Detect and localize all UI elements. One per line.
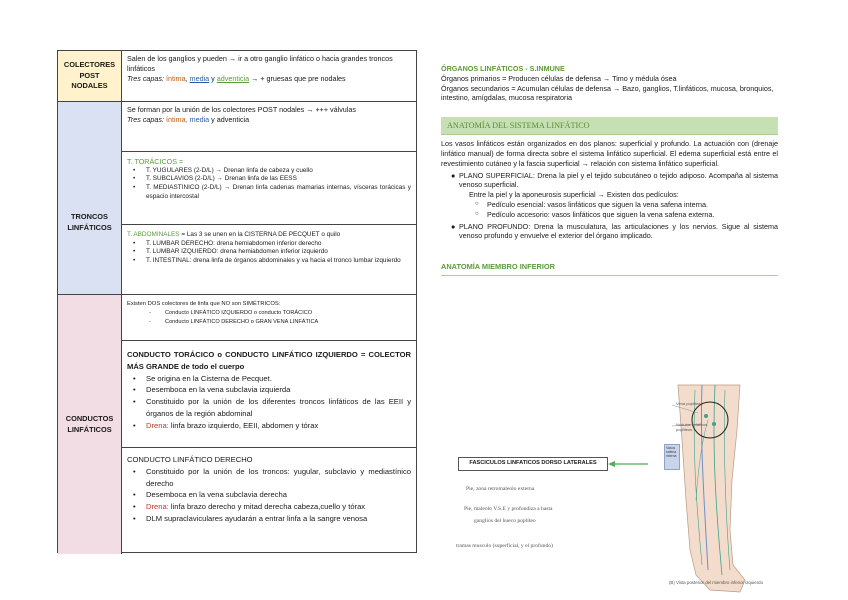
miembro-heading: ANATOMÍA MIEMBRO INFERIOR — [441, 262, 778, 276]
list-item-drena — [127, 501, 411, 513]
organos-secundarios: Órganos secundarios = Acumulan células de defensa → Bazo, ganglios, T.linfáticos, mucosa, bronquios, intestino, amígdalas, mucosa respiratoria — [441, 83, 774, 103]
figure-line4: tramas musculo (superficial, y el profundo) — [456, 543, 553, 549]
toracico-title: CONDUCTO TORÁCICO o CONDUCTO LINFÁTICO IZQUIERDO = COLECTOR MÁS GRANDE de todo el cuerpo — [127, 350, 411, 371]
troncos-capas — [127, 115, 411, 125]
lymph-node — [704, 414, 708, 418]
capa-intima: íntima — [166, 73, 186, 83]
troncos-intro-cell — [122, 102, 416, 151]
anatomia-heading: ANATOMÍA DEL SISTEMA LINFÁTICO — [441, 117, 778, 135]
pediculo-accesorio-text: Pedículo accesorio: vasos linfáticos que siguen la vena safena externa. — [487, 209, 715, 219]
troncos-capa-adventicia: y adventicia — [211, 114, 250, 124]
list-item: • T. LUMBAR IZQUIERDO: drena hemiabdomen inferior izquierdo — [127, 248, 411, 257]
conductos-intro: Existen DOS colectores de linfa que NO son SIMÉTRICOS: — [127, 301, 281, 307]
toracicos-title: T. TORÁCICOS = — [127, 157, 184, 166]
list-item: • Desemboca en la vena subclavia derecha — [127, 489, 411, 501]
anatomia-paragraph: Los vasos linfáticos están organizados en dos planos: superficial y profundo. La actuación con (drenaje linfático manual) de forma directa sobre el sistema linfático superficial. El edema superficial está entre el revestimiento cutáneo y la fascia superficial → relación con sistema linfático superficial. — [441, 139, 778, 168]
lower-limb-figure — [440, 380, 780, 595]
arrow-head-icon — [608, 461, 615, 467]
fasciculos-box: FASCICULOS LINFATICOS DORSO LATERALES — [458, 457, 608, 471]
capas-suffix: → + gruesas que pre nodales — [251, 73, 346, 83]
figure-line1: Pie, zona retromaleolo externa — [466, 486, 535, 492]
lymphatic-table — [57, 50, 417, 553]
plano-superficial-text: PLANO SUPERFICIAL: Drena la piel y el tejido subcutáneo o tejido adiposo. Acompaña al sistema venoso superficial. — [459, 170, 778, 190]
circle-bullet-icon: ○ — [475, 200, 479, 207]
capa-and: y — [211, 73, 215, 83]
organos-primarios: Órganos primarios = Producen células de defensa → Timo y médula ósea — [441, 73, 677, 83]
abdominales-rest: = Las 3 se unen en la CISTERNA DE PECQUET o quilo — [181, 231, 341, 238]
figure-line2: Pie, maleolo V.S.E y profundiza a hasta — [464, 506, 553, 512]
troncos-capas-prefix: Tres capas: — [127, 114, 165, 124]
toracico-list — [127, 373, 411, 432]
vasos-box: Vasos safena interna — [664, 444, 680, 470]
list-item: • Desemboca en la vena subclavia izquierda — [127, 384, 411, 396]
abdominales-list — [127, 240, 411, 266]
label-vena-poplitea: Vena poplítea — [676, 401, 701, 406]
list-item: • T. SUBCLAVIOS (2-D/L) → Drenan linfa de las EESS — [127, 175, 411, 184]
figure-line3: ganglios del hueco poplíteo — [474, 518, 536, 524]
bullet-icon: ● — [451, 221, 456, 231]
troncos-capa-media: media — [189, 114, 210, 124]
toracico-cell — [122, 340, 416, 447]
circle-bullet-icon: ○ — [475, 210, 479, 217]
plano-profundo-text: PLANO PROFUNDO: Drena la musculatura, las articulaciones y los nervios. Sigue al sistema venoso profundo y envuelve el exterior del órgano implicado. — [459, 221, 778, 241]
capas-prefix: Tres capas: — [127, 73, 165, 83]
list-item: • Constituido por la unión de los diferentes troncos linfáticos de las EEII y órganos de la región abdominal — [127, 396, 411, 420]
derecho-cell — [122, 447, 416, 555]
label-troncos: TRONCOS LINFÁTICOS — [58, 102, 122, 344]
drena-label: Drena: — [146, 502, 169, 512]
conductos-intro-cell — [122, 295, 416, 340]
label-colectores: COLECTORES POST NODALES — [58, 51, 122, 101]
abdominales-heading — [127, 231, 411, 240]
capa-adventicia: adventicia — [216, 73, 250, 83]
toracicos-list — [127, 167, 411, 202]
derecho-list — [127, 466, 411, 525]
plano-superficial — [441, 171, 778, 191]
right-column — [441, 64, 778, 276]
pediculo-esencial — [441, 200, 778, 210]
list-item: - Conducto LINFÁTICO DERECHO o GRAN VENA LINFÁTICA — [127, 318, 411, 327]
list-item: • Constituido por la unión de los troncos: yugular, subclavio y mediastínico derecho — [127, 466, 411, 490]
row-colectores — [58, 51, 416, 101]
label-nodulos: Nódulos linfáticos poplíteos — [676, 422, 708, 432]
lymph-node — [712, 422, 716, 426]
list-item: • T. YUGULARES (2-D/L) → Drenan linfa de cabeza y cuello — [127, 167, 411, 176]
abdominales-title: T. ABDOMINALES — [127, 231, 180, 238]
colectores-capas: Tres capas: íntima, media y adventicia → + gruesas que pre nodales — [127, 73, 346, 83]
troncos-intro: Se forman por la unión de los colectores POST nodales → +++ válvulas — [127, 105, 356, 114]
organos-title: ÓRGANOS LINFÁTICOS - S.INMUNE — [441, 64, 565, 73]
list-item: - Conducto LINFÁTICO IZQUIERDO o conducto TORÁCICO — [127, 309, 411, 318]
drena-text: linfa brazo derecho y mitad derecha cabeza,cuello y tórax — [170, 502, 366, 512]
conductos-intro-list — [127, 309, 411, 327]
list-item-drena — [127, 420, 411, 432]
pediculo-esencial-text: Pedículo esencial: vasos linfáticos que siguen la vena safena interna. — [487, 199, 708, 209]
list-item: • T. LUMBAR DERECHO: drena hemiabdomen inferior derecho — [127, 240, 411, 249]
colectores-cell — [122, 51, 416, 83]
derecho-title: CONDUCTO LINFÁTICO DERECHO — [127, 455, 253, 464]
bullet-icon: ● — [451, 170, 456, 180]
list-item: • T. MEDIASTINICO (2-D/L) → Drenan linfa cadenas mamarias internas, vísceras torácicas y espacio intercostal — [127, 184, 411, 201]
leg-shape — [678, 385, 745, 592]
list-item: • Se origina en la Cisterna de Pecquet. — [127, 373, 411, 385]
capa-media: media — [189, 73, 210, 83]
figure-caption: (B) Vista posterior del miembro inferior izquierdo — [668, 580, 764, 585]
troncos-capa-intima: íntima, — [166, 114, 188, 124]
list-item: • DLM supraclaviculares ayudarán a entrar linfa a la sangre venosa — [127, 513, 411, 525]
row-conductos — [58, 294, 416, 554]
entre-piel: Entre la piel y la aponeurosis superficial → Existen dos pedículos: — [469, 190, 679, 200]
label-conductos: CONDUCTOS LINFÁTICOS — [58, 295, 122, 554]
plano-profundo — [441, 222, 778, 242]
list-item: • T. INTESTINAL: drena linfa de órganos abdominales y va hacia el tronco lumbar izquierdo — [127, 257, 411, 266]
drena-label: Drena: — [146, 420, 169, 430]
colectores-line1: Salen de los ganglios y pueden → ir a otro ganglio linfático o hacia grandes troncos linfáticos — [127, 54, 393, 73]
toracicos-cell — [122, 151, 416, 224]
drena-text: linfa brazo izquierdo, EEII, abdomen y tórax — [170, 420, 319, 430]
pediculo-accesorio — [441, 210, 778, 220]
